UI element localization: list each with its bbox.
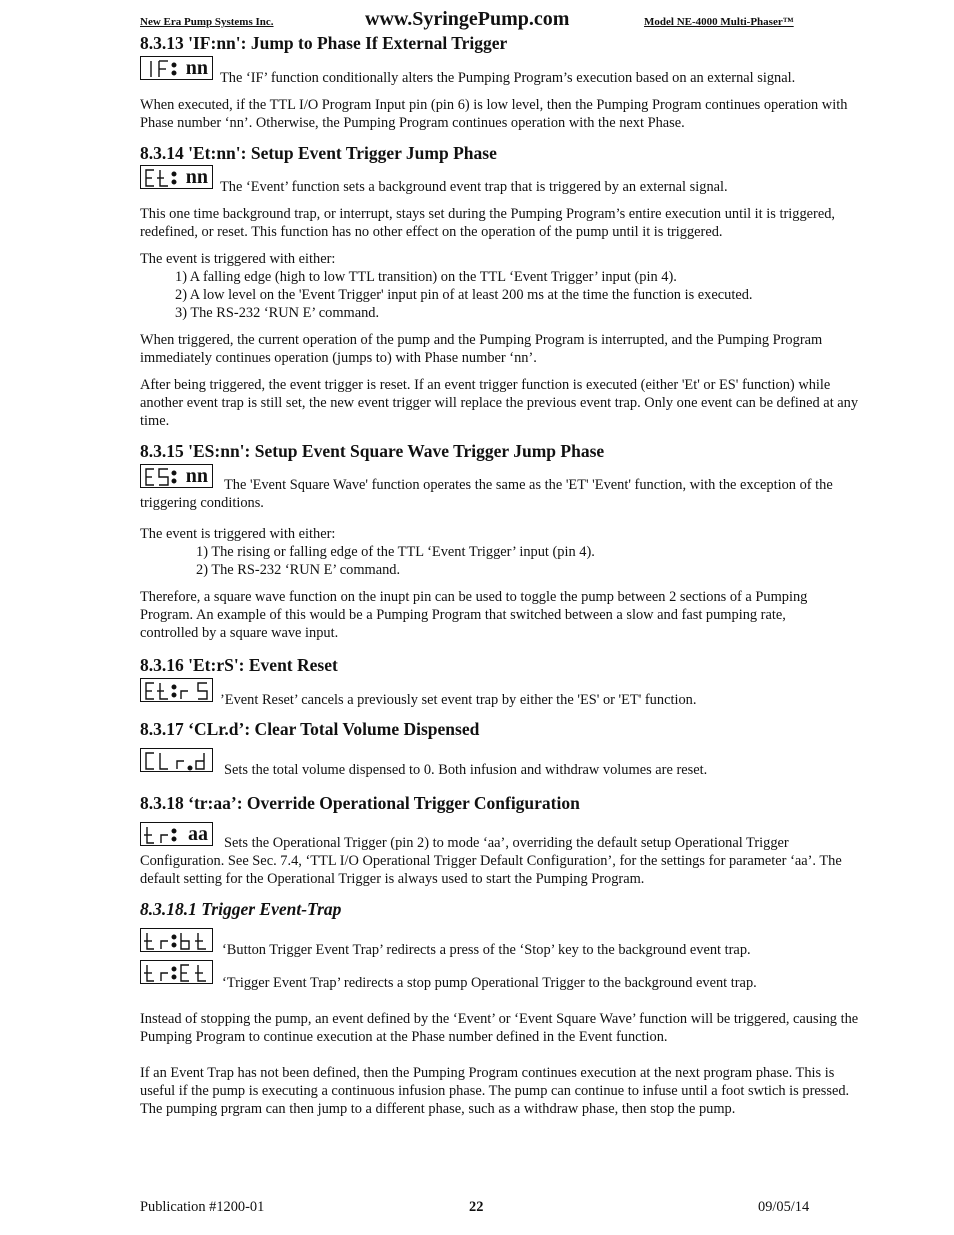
lcd-suffix: nn [185, 166, 208, 188]
list-item: 1) A falling edge (high to low TTL transition) on the TTL ‘Event Trigger’ input (pin 4). [175, 269, 677, 285]
section-8-3-15-intro: The 'Event Square Wave' function operates the same as the 'ET' 'Event' function, with the exception of the triggering conditions. [140, 477, 833, 511]
section-8-3-18-1-item-2: ‘Trigger Event Trap’ redirects a stop pump Operational Trigger to the background event trap. [222, 975, 757, 991]
section-8-3-15-list-intro: The event is triggered with either: [140, 526, 336, 542]
section-8-3-18-1-heading: 8.3.18.1 Trigger Event-Trap [140, 899, 342, 919]
footer-date: 09/05/14 [758, 1199, 810, 1215]
lcd-display-tr-et [140, 960, 213, 984]
list-item: 2) The RS-232 ‘RUN E’ command. [196, 562, 401, 578]
lcd-display-if [140, 56, 213, 80]
section-8-3-13-paragraph: When executed, if the TTL I/O Program Input pin (pin 6) is low level, then the Pumping Program continues operation with Phase number ‘nn’. Otherwise, the Pumping Program continues operation with the next Phase. [140, 97, 848, 131]
header-model: Model NE-4000 Multi-Phaser™ [644, 16, 794, 28]
section-8-3-14-list-intro: The event is triggered with either: [140, 251, 336, 267]
section-8-3-14-paragraph-1: This one time background trap, or interrupt, stays set during the Pumping Program’s entire execution until it is triggered, redefined, or reset. This function has no other effect on the operation of the pump until it is triggered. [140, 206, 836, 240]
section-8-3-16-heading: 8.3.16 'Et:rS': Event Reset [140, 655, 338, 675]
header-company: New Era Pump Systems Inc. [140, 16, 274, 28]
lcd-display-et [140, 165, 213, 189]
section-8-3-18-1-paragraph-2: If an Event Trap has not been defined, then the Pumping Program continues execution at the next program phase. This is useful if the pump is executing a continuous infusion phase. The pump can continue to infuse until a foot swtich is pressed. The pumping prgram can then jump to a different phase, such as a withdraw phase, then stop the pump. [140, 1065, 850, 1117]
section-8-3-18-1-item-1: ‘Button Trigger Event Trap’ redirects a press of the ‘Stop’ key to the background event trap. [222, 942, 751, 958]
section-8-3-18-1-paragraph-1: Instead of stopping the pump, an event defined by the ‘Event’ or ‘Event Square Wave’ function will be triggered, causing the Pumping Program to continue execution at the Phase number defined in the Event function. [140, 1011, 859, 1045]
lcd-display-et-rs [140, 678, 213, 702]
section-8-3-13-heading: 8.3.13 'IF:nn': Jump to Phase If External Trigger [140, 33, 508, 53]
section-8-3-18-intro: Sets the Operational Trigger (pin 2) to mode ‘aa’, overriding the default setup Operational Trigger Configuration. See Sec. 7.4, ‘TTL I/O Operational Trigger Default Configuration’, for the settings for parameter ‘aa’. The default setting for the Operational Trigger is always used to start the Pumping Program. [140, 835, 842, 887]
lcd-display-tr-bt [140, 928, 213, 952]
section-8-3-18-heading: 8.3.18 ‘tr:aa’: Override Operational Trigger Configuration [140, 793, 580, 813]
header-website: www.SyringePump.com [365, 8, 570, 30]
section-8-3-14-intro: The ‘Event’ function sets a background event trap that is triggered by an external signal. [220, 179, 728, 195]
section-8-3-14-heading: 8.3.14 'Et:nn': Setup Event Trigger Jump Phase [140, 143, 497, 163]
footer-page-number: 22 [469, 1199, 484, 1215]
lcd-display-clr-d [140, 748, 213, 772]
lcd-suffix: nn [185, 465, 208, 487]
section-8-3-13-intro: The ‘IF’ function conditionally alters the Pumping Program’s execution based on an external signal. [220, 70, 796, 86]
list-item: 1) The rising or falling edge of the TTL ‘Event Trigger’ input (pin 4). [196, 544, 595, 560]
section-8-3-15-heading: 8.3.15 'ES:nn': Setup Event Square Wave Trigger Jump Phase [140, 441, 605, 461]
lcd-suffix: aa [188, 823, 208, 845]
list-item: 2) A low level on the 'Event Trigger' input pin of at least 200 ms at the time the function is executed. [175, 287, 753, 303]
section-8-3-15-paragraph: Therefore, a square wave function on the inupt pin can be used to toggle the pump between 2 sections of a Pumping Program. An example of this would be a Pumping Program that switched between a slow and fast pumping rate, controlled by a square wave input. [140, 589, 808, 641]
section-8-3-14-paragraph-3: After being triggered, the event trigger is reset. If an event trigger function is executed (either 'Et' or ES' function) while another event trap is still set, the new event trigger will replace the previous event trap. Only one event can be defined at any time. [140, 377, 859, 429]
section-8-3-14-paragraph-2: When triggered, the current operation of the pump and the Pumping Program is interrupted, and the Pumping Program immediately continues operation (jumps to) with Phase number ‘nn’. [140, 332, 823, 366]
section-8-3-17-intro: Sets the total volume dispensed to 0. Both infusion and withdraw volumes are reset. [224, 762, 708, 778]
list-item: 3) The RS-232 ‘RUN E’ command. [175, 305, 380, 321]
section-8-3-16-intro: ’Event Reset’ cancels a previously set event trap by either the 'ES' or 'ET' function. [220, 692, 697, 708]
footer-publication: Publication #1200-01 [140, 1199, 265, 1215]
lcd-suffix: nn [185, 57, 208, 79]
section-8-3-17-heading: 8.3.17 ‘CLr.d’: Clear Total Volume Dispensed [140, 719, 480, 739]
